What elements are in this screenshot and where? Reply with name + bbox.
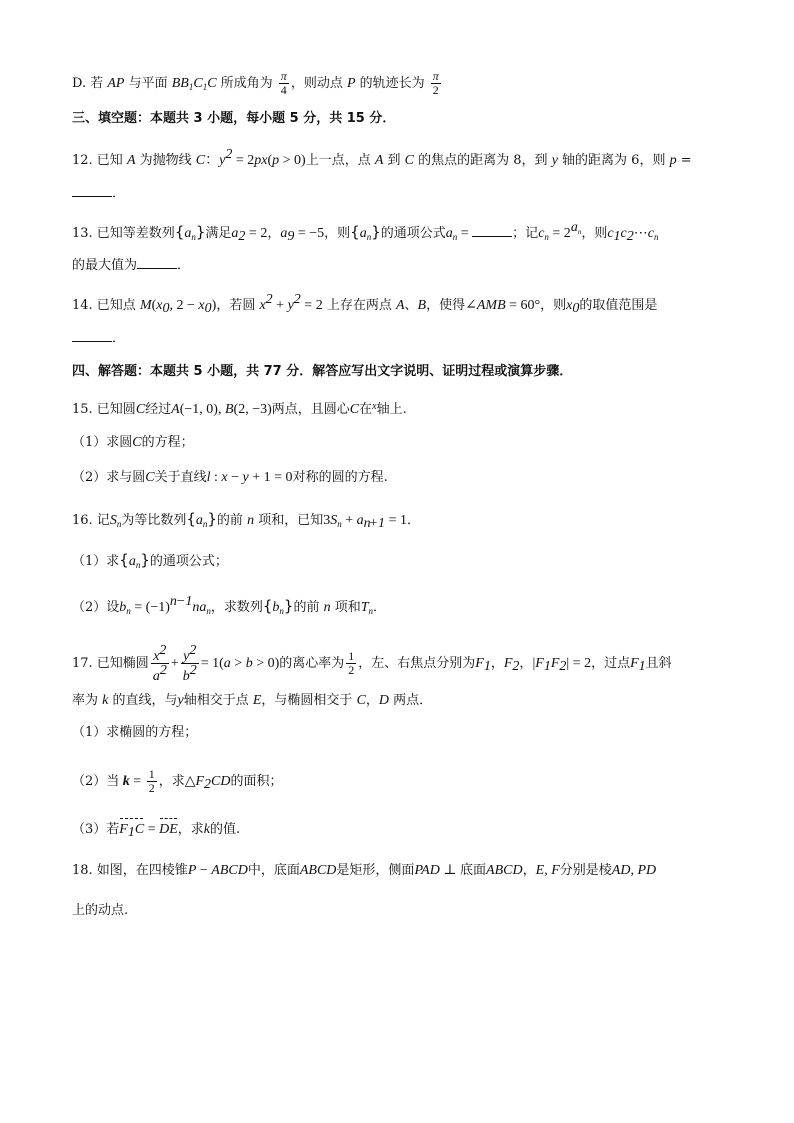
question-13-cont: 的最大值为 ． [72, 258, 191, 273]
question-15: 15. 已知圆C经过A(−1, 0), B(2, −3)两点，且圆心C在$^x$轴上. [72, 401, 407, 417]
option-d: D. 若 AP 与平面 $BB_1C_1C$ 所成角为 $\frac{\pi}{4}$ ，则动点 P 的轨迹长为 $\frac{\pi}{2}$ [72, 69, 439, 97]
section-4-heading: 四、解答题：本题共 5 小题，共 77 分．解答应写出文字说明、证明过程或演算步骤． [72, 364, 573, 379]
answer-blank[interactable] [137, 256, 177, 269]
question-17-part-3: （3）若$F_1C$ = DE，求k的值. [72, 822, 241, 840]
question-14-answer: ． [72, 329, 125, 348]
question-17: 17. 已知椭圆 $\frac{x^2}{a^2}$ + $\frac{y^2}{b^2}$ = 1(a > b > 0)的离心率为 $\frac{1}{2}$ ，左、右焦点分别为$F_1$，$F_2$，$|F_1F_2| = 2$，过点$F_1$且斜 [72, 643, 672, 684]
question-12: 12. 已知 A 为抛物线 C：$y^2 = 2px(p > 0)$上一点，点 A 到 C 的焦点的距离为 8，到 y 轴的距离为 6，则 p = [72, 147, 692, 168]
question-13: 13. 已知等差数列$\{a_n\}$满足$a_2 = 2$，$a_9 = -5$，则$\{a_n\}$的通项公式$a_n$ = ；记$c_n = 2^{a_n}$，则$c_1c_2\cdots c_n$ [72, 220, 659, 244]
question-16: 16. 记$S_n$为等比数列$\{a_n\}$的前 n 项和，已知$3S_n + a_{n+1} = 1$． [72, 510, 420, 531]
question-12-answer: ． [72, 184, 125, 203]
answer-blank[interactable] [72, 329, 112, 342]
question-17-cont: 率为 k 的直线，与y轴相交于点 E，与椭圆相交于 C，D 两点． [72, 693, 433, 708]
question-17-part-1: （1）求椭圆的方程； [72, 725, 198, 740]
question-18: 18. 如图，在四棱锥P − ABCD中，底面ABCD是矩形，侧面PAD ⊥ 底面ABCD，E, F分别是棱AD, PD [72, 863, 657, 878]
question-14: 14. 已知点 $M(x_0$, $2 - x_0$)，若圆 $x^2 + y^2 = 2$ 上存在两点 A、B，使得∠AMB = 60°，则$x_0$的取值范围是 [72, 292, 658, 316]
section-3-heading: 三、填空题：本题共 3 小题，每小题 5 分，共 15 分． [72, 111, 396, 126]
question-15-part-1: （1）求圆C的方程； [72, 435, 194, 450]
question-18-cont: 上的动点. [72, 903, 129, 918]
question-16-part-2: （2）设$b_n = (-1)^{n-1}na_n$，求数列$\{b_n\}$的前 n 项和$T_n$． [72, 594, 387, 616]
question-17-part-2: （2）当 k = $\frac{1}{2}$ ，求$\triangle F_2CD$的面积； [72, 767, 283, 795]
question-15-part-2: （2）求与圆C关于直线l : x − y + 1 = 0对称的圆的方程. [72, 470, 388, 485]
question-16-part-1: （1）求$\{a_n\}$的通项公式； [72, 551, 228, 570]
answer-blank[interactable] [472, 224, 512, 237]
answer-blank[interactable] [72, 184, 112, 197]
